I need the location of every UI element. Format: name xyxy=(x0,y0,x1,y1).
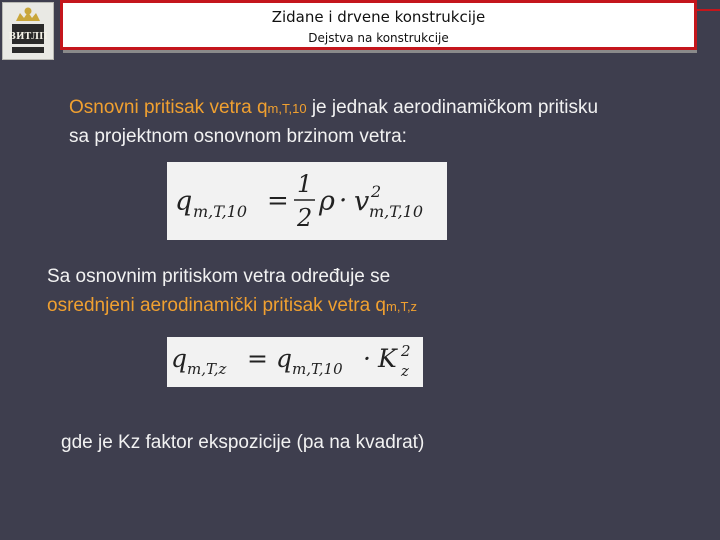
formula1-v: v xyxy=(354,186,370,217)
formula1-rho: ρ xyxy=(319,186,335,217)
crest-icon xyxy=(3,3,53,59)
para1-line1-rest: je jednak aerodinamičkom pritisku xyxy=(306,97,599,118)
formula-mean-wind-pressure xyxy=(167,337,423,387)
logo-text: ВИТЛП xyxy=(8,32,48,42)
formula1-v-sup: 2 xyxy=(371,182,382,201)
formula1-v-sub: m,T,10 xyxy=(369,202,424,221)
institution-logo xyxy=(2,2,54,60)
paragraph-2-line-1: Sa osnovnim pritiskom vetra određuje se xyxy=(47,266,391,287)
header-accent-line xyxy=(697,9,720,11)
header-shadow xyxy=(63,50,697,53)
formula2-k-sub: z xyxy=(401,362,409,380)
formula2-lhs: q xyxy=(171,344,188,373)
formula1-equals: = xyxy=(267,186,289,216)
formula2-q-sub: m,T,10 xyxy=(292,360,343,378)
header-subtitle: Dejstva na konstrukcije xyxy=(308,31,449,45)
formula1-lhs: q xyxy=(175,186,193,217)
formula1-lhs-sub: m,T,10 xyxy=(193,202,248,221)
formula2-lhs-sub: m,T,z xyxy=(187,360,227,378)
paragraph-2-line-2 xyxy=(47,293,417,320)
formula-basic-wind-pressure xyxy=(167,162,447,240)
formula1-denominator: 2 xyxy=(297,204,313,232)
formula1-dot: · xyxy=(339,186,348,216)
para2-line2-sub: m,T,z xyxy=(386,299,418,314)
formula2-k: K xyxy=(378,344,397,373)
para1-line1-prefix: Osnovni pritisak vetra q xyxy=(69,97,268,118)
slide-header xyxy=(60,0,697,50)
formula2-equals: = xyxy=(247,344,268,373)
formula2-k-sup: 2 xyxy=(401,342,411,360)
paragraph-1-line-2: sa projektnom osnovnom brzinom vetra: xyxy=(69,126,407,147)
formula2-dot: · xyxy=(363,344,371,373)
paragraph-1-line-1 xyxy=(69,95,598,122)
formula1-numerator: 1 xyxy=(297,170,313,198)
paragraph-3: gde je Kz faktor ekspozicije (pa na kvadrat) xyxy=(61,432,425,453)
para1-line1-sub: m,T,10 xyxy=(267,101,307,116)
para2-line2-prefix: osrednjeni aerodinamički pritisak vetra q xyxy=(47,295,386,316)
header-title: Zidane i drvene konstrukcije xyxy=(271,8,486,26)
formula2-q: q xyxy=(276,344,293,373)
